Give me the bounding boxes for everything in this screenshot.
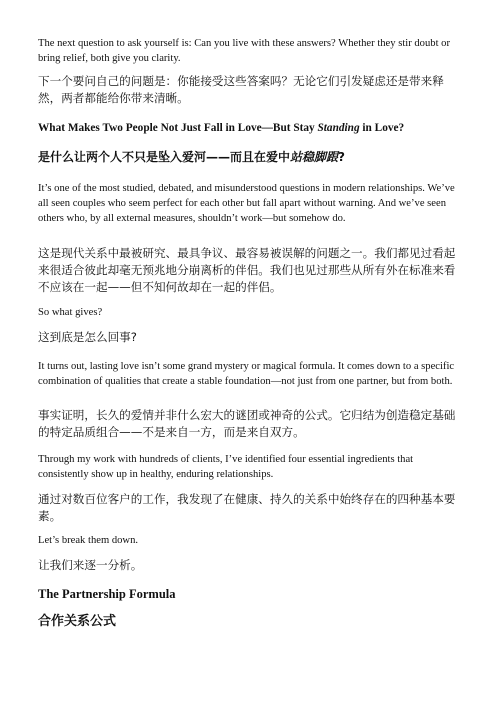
heading-text: What Makes Two People Not Just Fall in Love—But Stay [38, 122, 318, 134]
paragraph-break-down-zh: 让我们来逐一分析。 [38, 558, 143, 572]
heading-partnership-formula-zh: 合作关系公式 [38, 614, 117, 629]
paragraph-lasting-love-en: It turns out, lasting love isn’t some grand mystery or magical formula. It comes down to a specific combination of qualities that create a stable foundation—not just from one partner, but from both. [38, 361, 455, 387]
heading-what-makes-en [38, 121, 466, 136]
heading-what-makes-zh [38, 149, 466, 166]
heading-text: ? [338, 150, 345, 164]
heading-text: 是什么让两个人不只是坠入爱河——而且在爱中 [38, 150, 291, 164]
paragraph-clients-en: Through my work with hundreds of clients, I’ve identified four essential ingredients that consistently show up in healthy, enduring relationships. [38, 454, 414, 480]
paragraph-what-gives-en: So what gives? [38, 307, 103, 318]
heading-text: in Love? [359, 122, 405, 134]
heading-emphasis: Standing [317, 122, 360, 134]
paragraph-lasting-love-zh: 事实证明，长久的爱情并非什么宏大的谜团或神奇的公式。它归结为创造稳定基础的特定品质组合——不是来自一方，而是来自双方。 [38, 408, 456, 439]
paragraph-what-gives-zh: 这到底是怎么回事? [38, 330, 137, 344]
paragraph-intro-en: The next question to ask yourself is: Can you live with these answers? Whether they stir doubt or bring relief, both give you clarity. [38, 38, 450, 64]
paragraph-intro-zh: 下一个要问自己的问题是：你能接受这些答案吗？无论它们引发疑虑还是带来释然，两者都能给你带来清晰。 [38, 74, 444, 105]
paragraph-studied-en: It’s one of the most studied, debated, and misunderstood questions in modern relationships. We’ve all seen couples who seem perfect for each other but fall apart without warning. And we’ve seen others who, by all external measures, shouldn’t work—but somehow do. [38, 183, 455, 224]
paragraph-clients-zh: 通过对数百位客户的工作，我发现了在健康、持久的关系中始终存在的四种基本要素。 [38, 492, 456, 523]
heading-emphasis: 站稳脚跟 [290, 150, 339, 164]
paragraph-studied-zh: 这是现代关系中最被研究、最具争议、最容易被误解的问题之一。我们都见过看起来很适合彼此却毫无预兆地分崩离析的伴侣。我们也见过那些从所有外在标准来看不应该在一起——但不知何故却在一起的伴侣。 [38, 246, 456, 294]
heading-partnership-formula-en: The Partnership Formula [38, 587, 176, 601]
paragraph-break-down-en: Let’s break them down. [38, 535, 139, 546]
